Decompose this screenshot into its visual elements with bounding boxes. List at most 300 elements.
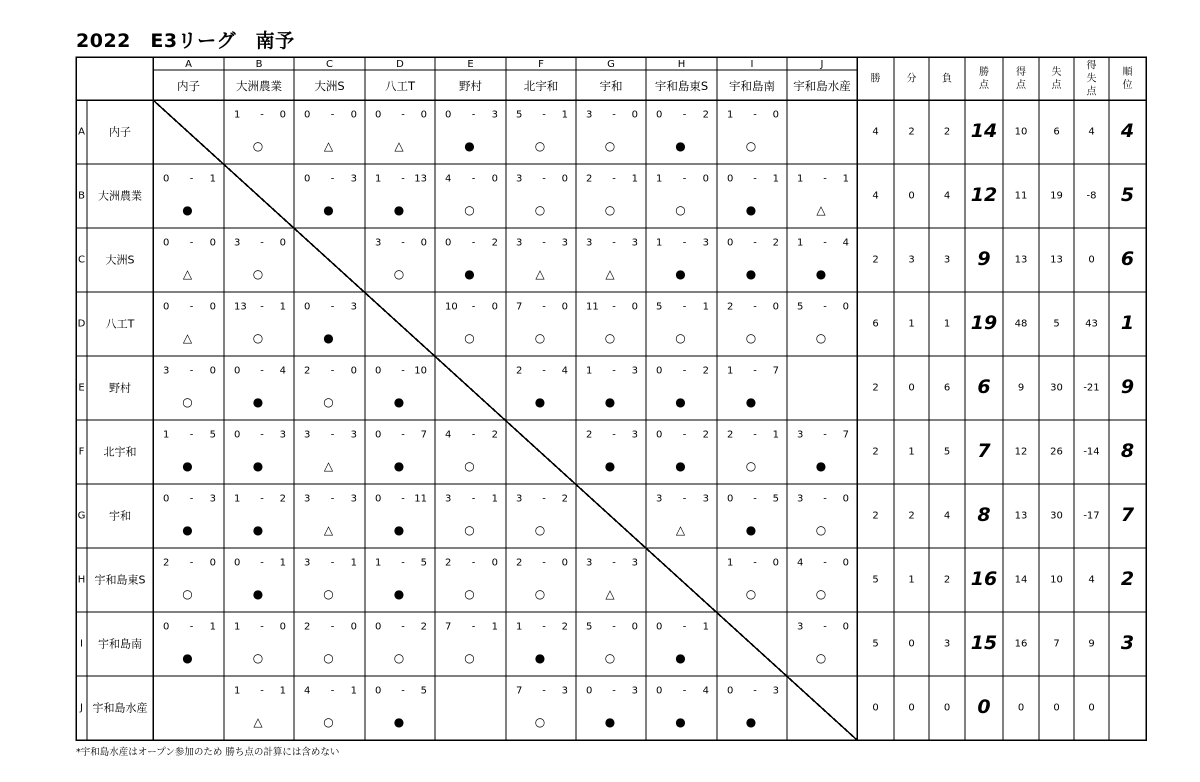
points-value: 6	[977, 376, 991, 398]
score-dash: -	[542, 173, 546, 185]
result-mark: ○	[252, 651, 264, 665]
result-mark: ○	[745, 587, 757, 601]
score-dash: -	[612, 237, 616, 249]
result-mark: ●	[745, 203, 757, 217]
score-dash: -	[682, 301, 687, 313]
result-mark: △	[253, 715, 263, 729]
score-away: 10	[414, 365, 427, 377]
stat-gd: 9	[1088, 638, 1095, 650]
column-letter: G	[607, 59, 615, 70]
stat-gd: -14	[1083, 446, 1100, 458]
result-mark: ●	[252, 587, 264, 601]
result-mark: ●	[393, 715, 405, 729]
score-away: 1	[279, 557, 286, 569]
result-mark: △	[605, 267, 615, 281]
page-title: 2022 E3リーグ 南予	[76, 30, 295, 52]
score-home: 3	[586, 557, 593, 569]
score-away: 0	[350, 109, 357, 121]
score-dash: -	[189, 301, 194, 313]
rank-value: 9	[1120, 376, 1135, 398]
points-value: 16	[970, 568, 998, 590]
column-letter: C	[326, 59, 333, 70]
rank-value: 6	[1120, 248, 1135, 270]
score-away: 0	[209, 237, 216, 249]
score-dash: -	[471, 237, 476, 249]
score-home: 3	[797, 621, 804, 633]
score-dash: -	[471, 301, 476, 313]
result-mark: ●	[393, 587, 405, 601]
stat-gf: 13	[1014, 510, 1028, 522]
score-home: 0	[727, 493, 734, 505]
stat-d: 1	[908, 318, 915, 330]
score-away: 1	[772, 429, 779, 441]
result-mark: ○	[182, 587, 193, 601]
score-away: 0	[491, 173, 498, 185]
column-team-name: 内子	[177, 79, 200, 93]
score-dash: -	[471, 557, 476, 569]
score-away: 5	[772, 493, 779, 505]
score-home: 1	[797, 237, 804, 249]
stat-d: 0	[908, 638, 915, 650]
result-mark: △	[394, 139, 404, 153]
result-mark: ○	[252, 139, 264, 153]
score-dash: -	[260, 237, 264, 249]
stat-gd: 43	[1085, 318, 1098, 330]
stat-l: 1	[943, 318, 951, 330]
score-dash: -	[823, 429, 827, 441]
stat-header: 失点	[1051, 66, 1062, 91]
score-home: 1	[234, 493, 241, 505]
stat-gf: 9	[1017, 382, 1025, 394]
score-away: 0	[279, 237, 286, 249]
score-dash: -	[401, 493, 405, 505]
row-team-name: 宇和	[109, 509, 131, 523]
score-dash: -	[612, 301, 616, 313]
score-dash: -	[542, 621, 546, 633]
score-away: 5	[420, 557, 427, 569]
score-dash: -	[260, 429, 264, 441]
score-dash: -	[260, 557, 264, 569]
stat-w: 2	[872, 382, 879, 394]
score-home: 1	[234, 621, 241, 633]
score-dash: -	[753, 301, 757, 313]
points-value: 9	[977, 248, 991, 270]
stat-header: 分	[906, 73, 917, 84]
column-team-name: 宇和島東S	[654, 79, 709, 93]
score-dash: -	[753, 493, 757, 505]
score-away: 1	[279, 685, 286, 697]
score-home: 3	[797, 429, 804, 441]
score-away: 2	[491, 237, 498, 249]
result-mark: △	[675, 523, 686, 537]
stat-gf: 13	[1014, 254, 1028, 266]
score-dash: -	[753, 237, 757, 249]
score-dash: -	[612, 557, 616, 569]
score-home: 3	[234, 237, 241, 249]
row-team-name: 大洲農業	[98, 189, 142, 203]
score-dash: -	[260, 301, 264, 313]
score-dash: -	[753, 109, 757, 121]
score-away: 11	[414, 493, 427, 505]
points-value: 12	[970, 184, 998, 206]
score-away: 2	[772, 237, 779, 249]
result-mark: ○	[815, 651, 827, 665]
score-away: 4	[279, 365, 286, 377]
result-mark: ●	[252, 395, 264, 409]
score-away: 0	[772, 557, 779, 569]
stat-w: 2	[872, 446, 879, 458]
score-home: 0	[304, 301, 311, 313]
score-dash: -	[682, 685, 687, 697]
result-mark: ●	[675, 395, 686, 409]
stat-gd: 0	[1088, 702, 1095, 714]
result-mark: ○	[464, 459, 475, 473]
score-dash: -	[401, 365, 405, 377]
score-home: 0	[656, 429, 663, 441]
score-dash: -	[401, 237, 405, 249]
result-mark: △	[182, 267, 193, 281]
score-dash: -	[682, 237, 687, 249]
score-home: 3	[304, 493, 311, 505]
points-value: 7	[977, 440, 991, 462]
result-mark: ●	[182, 203, 193, 217]
row-team-name: 八工T	[105, 317, 135, 331]
column-letter: H	[677, 59, 686, 70]
score-dash: -	[330, 621, 335, 633]
result-mark: △	[535, 267, 545, 281]
score-away: 0	[279, 109, 286, 121]
rank-value: 8	[1120, 440, 1135, 462]
stat-ga: 6	[1053, 126, 1060, 138]
stat-header: 順位	[1122, 66, 1133, 91]
column-team-name: 北宇和	[523, 79, 559, 93]
score-home: 3	[586, 109, 593, 121]
score-away: 1	[561, 109, 568, 121]
score-dash: -	[189, 365, 194, 377]
stat-gf: 10	[1014, 126, 1028, 138]
points-value: 0	[977, 696, 991, 718]
stat-header: 勝点	[979, 66, 989, 91]
stat-w: 0	[872, 702, 879, 714]
stat-d: 0	[908, 702, 915, 714]
score-dash: -	[823, 493, 827, 505]
footnote: *宇和島水産はオープン参加のため 勝ち点の計算には含めない	[76, 747, 340, 758]
score-home: 0	[163, 173, 170, 185]
result-mark: △	[605, 587, 615, 601]
points-value: 19	[970, 312, 998, 334]
score-home: 3	[656, 493, 663, 505]
result-mark: ●	[393, 459, 405, 473]
score-dash: -	[401, 173, 405, 185]
stat-gf: 14	[1014, 574, 1028, 586]
result-mark: ●	[393, 523, 405, 537]
score-home: 5	[516, 109, 523, 121]
score-home: 0	[163, 237, 170, 249]
result-mark: ○	[604, 651, 616, 665]
result-mark: ○	[534, 139, 546, 153]
score-away: 1	[491, 621, 498, 633]
score-home: 1	[656, 237, 663, 249]
score-dash: -	[542, 493, 546, 505]
score-dash: -	[823, 557, 827, 569]
score-away: 0	[631, 109, 638, 121]
score-away: 0	[842, 301, 849, 313]
stat-w: 5	[872, 638, 879, 650]
score-dash: -	[189, 429, 194, 441]
score-away: 0	[842, 621, 849, 633]
score-home: 0	[445, 109, 452, 121]
result-mark: ●	[534, 395, 546, 409]
score-away: 3	[350, 429, 357, 441]
score-home: 1	[375, 173, 382, 185]
score-dash: -	[471, 621, 476, 633]
stat-gd: 4	[1088, 574, 1095, 586]
result-mark: △	[323, 139, 334, 153]
score-home: 3	[516, 493, 523, 505]
stat-l: 4	[943, 190, 951, 202]
stat-w: 4	[872, 126, 879, 138]
result-mark: ○	[464, 587, 475, 601]
score-away: 0	[842, 557, 849, 569]
score-dash: -	[189, 493, 194, 505]
score-dash: -	[682, 493, 687, 505]
result-mark: △	[323, 459, 334, 473]
score-away: 0	[420, 109, 427, 121]
score-home: 0	[656, 365, 663, 377]
column-letter: E	[467, 59, 474, 70]
result-mark: ●	[323, 331, 334, 345]
stat-l: 3	[943, 638, 951, 650]
score-away: 0	[350, 621, 357, 633]
score-dash: -	[330, 301, 335, 313]
score-away: 1	[491, 493, 498, 505]
score-dash: -	[330, 493, 335, 505]
score-home: 2	[586, 173, 593, 185]
score-dash: -	[612, 685, 616, 697]
score-away: 5	[420, 685, 427, 697]
score-home: 5	[797, 301, 804, 313]
row-letter: D	[77, 318, 86, 330]
score-dash: -	[189, 173, 194, 185]
score-away: 3	[350, 173, 357, 185]
result-mark: ●	[252, 459, 264, 473]
column-team-name: 野村	[459, 79, 482, 93]
stat-w: 4	[872, 190, 879, 202]
stat-l: 3	[943, 254, 951, 266]
score-dash: -	[260, 493, 264, 505]
result-mark: ●	[745, 715, 757, 729]
result-mark: ●	[815, 459, 827, 473]
score-dash: -	[401, 109, 405, 121]
stat-gd: -8	[1086, 190, 1097, 202]
row-team-name: 宇和島南	[98, 637, 142, 651]
score-dash: -	[471, 109, 476, 121]
score-dash: -	[330, 685, 335, 697]
points-value: 14	[970, 120, 998, 142]
score-away: 1	[842, 173, 849, 185]
result-mark: ●	[393, 395, 405, 409]
score-away: 0	[209, 365, 216, 377]
score-home: 2	[516, 365, 523, 377]
column-team-name: 八工T	[384, 79, 416, 93]
score-away: 1	[631, 173, 638, 185]
score-home: 5	[656, 301, 663, 313]
stat-w: 6	[872, 318, 879, 330]
score-dash: -	[471, 173, 476, 185]
score-dash: -	[753, 365, 757, 377]
column-letter: I	[750, 59, 754, 70]
score-dash: -	[260, 621, 264, 633]
result-mark: ○	[323, 715, 334, 729]
result-mark: ●	[182, 459, 193, 473]
result-mark: ○	[323, 395, 334, 409]
result-mark: ○	[534, 715, 546, 729]
score-away: 3	[561, 685, 568, 697]
column-letter: D	[396, 59, 404, 70]
result-mark: ○	[252, 267, 264, 281]
row-letter: G	[77, 510, 86, 522]
stat-d: 2	[908, 126, 915, 138]
score-away: 4	[702, 685, 709, 697]
score-away: 0	[561, 557, 568, 569]
result-mark: ○	[745, 331, 757, 345]
score-home: 0	[304, 173, 311, 185]
result-mark: ●	[464, 139, 475, 153]
result-mark: ○	[815, 587, 827, 601]
score-home: 2	[304, 621, 311, 633]
score-away: 7	[772, 365, 779, 377]
score-away: 0	[350, 365, 357, 377]
score-home: 4	[304, 685, 311, 697]
result-mark: ○	[745, 459, 757, 473]
column-letter: B	[255, 59, 263, 70]
stat-w: 5	[872, 574, 879, 586]
rank-value: 7	[1120, 504, 1135, 526]
score-home: 7	[516, 685, 523, 697]
score-away: 1	[702, 301, 709, 313]
score-away: 0	[702, 173, 709, 185]
score-dash: -	[401, 429, 405, 441]
result-mark: ●	[182, 651, 193, 665]
column-letter: A	[185, 59, 192, 70]
score-home: 3	[304, 557, 311, 569]
result-mark: ●	[252, 523, 264, 537]
column-team-name: 大洲S	[314, 79, 345, 93]
score-dash: -	[542, 109, 546, 121]
score-home: 1	[234, 109, 241, 121]
stat-d: 2	[908, 510, 915, 522]
score-away: 2	[561, 493, 568, 505]
score-away: 3	[209, 493, 216, 505]
score-away: 0	[209, 301, 216, 313]
score-home: 1	[797, 173, 804, 185]
row-team-name: 宇和島水産	[92, 701, 148, 715]
result-mark: ●	[675, 139, 686, 153]
result-mark: ○	[323, 651, 334, 665]
result-mark: ○	[604, 139, 616, 153]
score-away: 3	[631, 429, 638, 441]
stat-gd: -17	[1083, 510, 1100, 522]
result-mark: ●	[815, 267, 827, 281]
score-away: 4	[561, 365, 568, 377]
stat-header: 得失点	[1086, 60, 1097, 97]
score-away: 2	[279, 493, 286, 505]
result-mark: ●	[604, 715, 616, 729]
column-team-name: 宇和島南	[729, 79, 775, 93]
score-away: 5	[209, 429, 216, 441]
score-dash: -	[823, 173, 827, 185]
score-dash: -	[612, 429, 616, 441]
result-mark: ○	[393, 651, 405, 665]
score-dash: -	[542, 365, 546, 377]
score-home: 3	[375, 237, 382, 249]
stat-d: 1	[908, 446, 915, 458]
result-mark: ○	[323, 587, 334, 601]
score-dash: -	[823, 237, 827, 249]
result-mark: ●	[675, 267, 686, 281]
stat-header: 勝	[870, 73, 881, 84]
score-dash: -	[682, 429, 687, 441]
score-away: 3	[631, 237, 638, 249]
score-away: 0	[279, 621, 286, 633]
score-dash: -	[542, 685, 546, 697]
score-home: 2	[586, 429, 593, 441]
score-dash: -	[471, 493, 476, 505]
result-mark: ○	[534, 203, 546, 217]
result-mark: ○	[675, 331, 686, 345]
score-away: 13	[414, 173, 427, 185]
stat-gd: -21	[1083, 382, 1100, 394]
score-home: 1	[516, 621, 523, 633]
score-away: 0	[209, 557, 216, 569]
score-away: 0	[561, 173, 568, 185]
result-mark: ○	[534, 523, 546, 537]
stat-d: 1	[908, 574, 915, 586]
row-team-name: 北宇和	[103, 445, 137, 459]
stat-l: 2	[943, 126, 951, 138]
score-home: 1	[586, 365, 593, 377]
result-mark: ●	[604, 459, 616, 473]
result-mark: ●	[745, 267, 757, 281]
score-home: 0	[375, 685, 382, 697]
score-away: 4	[842, 237, 849, 249]
score-home: 4	[445, 173, 452, 185]
row-letter: F	[78, 446, 85, 458]
score-away: 0	[561, 301, 568, 313]
result-mark: ●	[745, 523, 757, 537]
rank-value: 5	[1120, 184, 1135, 206]
score-home: 0	[375, 493, 382, 505]
row-letter: H	[77, 574, 86, 586]
row-team-name: 大洲S	[105, 253, 135, 267]
stat-gf: 0	[1017, 702, 1025, 714]
score-home: 10	[445, 301, 458, 313]
stat-gf: 16	[1014, 638, 1028, 650]
score-away: 3	[279, 429, 286, 441]
stat-ga: 5	[1053, 318, 1060, 330]
row-letter: C	[78, 254, 85, 266]
stat-l: 2	[943, 574, 951, 586]
score-home: 7	[445, 621, 452, 633]
score-away: 1	[209, 173, 216, 185]
result-mark: ○	[464, 523, 475, 537]
score-dash: -	[612, 173, 616, 185]
result-mark: ○	[252, 331, 264, 345]
score-dash: -	[542, 301, 546, 313]
score-dash: -	[189, 621, 194, 633]
score-dash: -	[189, 557, 194, 569]
rank-value: 3	[1120, 632, 1135, 654]
